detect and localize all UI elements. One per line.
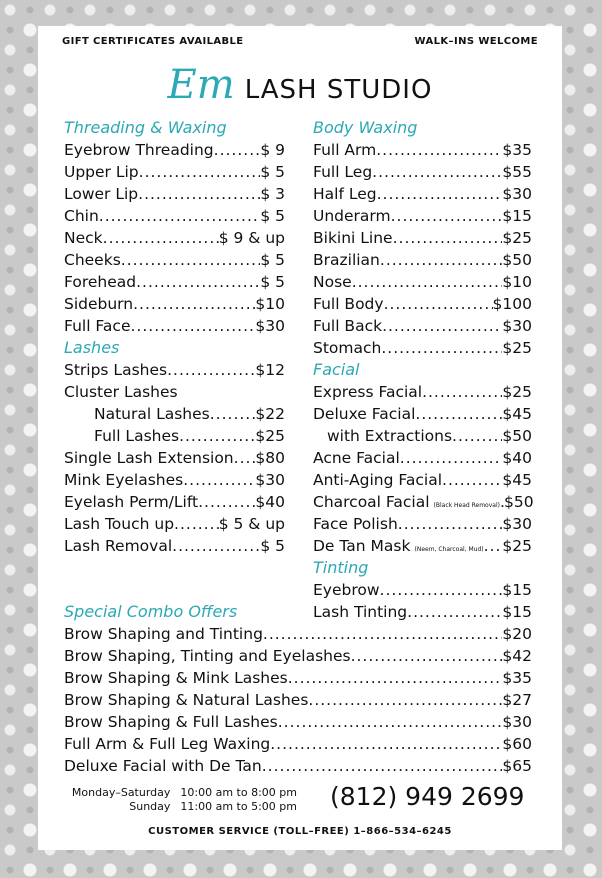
leader-dots	[384, 293, 493, 315]
service-name: Full Back	[313, 317, 383, 335]
price-row	[313, 315, 532, 337]
leader-dots	[270, 733, 502, 755]
price-row	[313, 447, 532, 469]
leader-dots	[377, 183, 503, 205]
price-row	[313, 271, 532, 293]
price-row	[64, 183, 285, 205]
customer-service-line: CUSTOMER SERVICE (TOLL–FREE) 1–866–534–6245	[148, 826, 452, 837]
leader-dots	[288, 667, 503, 689]
service-price: $ 5	[260, 251, 285, 269]
leader-dots	[210, 403, 256, 425]
service-price: $27	[502, 691, 532, 709]
service-price: $ 5	[260, 273, 285, 291]
logo-mark: Em	[167, 62, 235, 108]
leader-dots	[139, 161, 261, 183]
service-price: $100	[492, 295, 532, 313]
service-name: Eyelash Perm/Lift	[64, 493, 199, 511]
leader-dots	[103, 227, 219, 249]
leader-dots	[234, 447, 256, 469]
leader-dots	[376, 139, 502, 161]
leader-dots	[442, 469, 502, 491]
price-row	[64, 139, 285, 161]
service-name: Brow Shaping and Tinting	[64, 625, 263, 643]
price-row	[64, 271, 285, 293]
leader-dots	[381, 337, 502, 359]
walk-ins-note: WALK–INS WELCOME	[414, 36, 538, 47]
section-title-tinting: Tinting	[313, 558, 369, 577]
service-name: Cheeks	[64, 251, 121, 269]
service-name: Brow Shaping & Mink Lashes	[64, 669, 288, 687]
price-row	[313, 403, 532, 425]
leader-dots	[263, 623, 503, 645]
service-name: Cluster Lashes	[64, 383, 178, 401]
price-row	[313, 139, 532, 161]
service-name: Sideburn	[64, 295, 134, 313]
hours-row	[62, 786, 297, 800]
service-price: $25	[502, 537, 532, 555]
service-name: Deluxe Facial	[313, 405, 416, 423]
hours-time: 11:00 am to 5:00 pm	[180, 800, 297, 813]
price-row	[313, 535, 532, 557]
price-row	[64, 447, 285, 469]
service-name: Bikini Line	[313, 229, 393, 247]
price-row	[313, 579, 532, 601]
price-row	[64, 733, 532, 755]
price-row	[313, 293, 532, 315]
hours-row	[62, 800, 297, 814]
top-notes	[62, 36, 538, 50]
price-row	[64, 689, 532, 711]
price-row	[64, 535, 285, 557]
leader-dots	[415, 403, 502, 425]
service-name: Full Arm	[313, 141, 377, 159]
price-row	[313, 469, 532, 491]
price-row	[64, 711, 532, 733]
service-price: $ 5 & up	[218, 515, 285, 533]
leader-dots	[452, 425, 502, 447]
leader-dots	[400, 447, 503, 469]
service-name: Lower Lip	[64, 185, 139, 203]
hours-time: 10:00 am to 8:00 pm	[180, 786, 297, 799]
leader-dots	[398, 513, 503, 535]
service-price: $25	[502, 339, 532, 357]
price-row	[313, 601, 532, 623]
section-title-combo: Special Combo Offers	[64, 602, 238, 621]
service-price: $42	[502, 647, 532, 665]
price-row	[64, 425, 285, 447]
service-price: $65	[502, 757, 532, 775]
service-name: Chin	[64, 207, 99, 225]
service-note: (Black Head Removal)	[433, 502, 500, 509]
service-price: $30	[502, 713, 532, 731]
price-row	[313, 183, 532, 205]
service-name: Full Leg	[313, 163, 373, 181]
leader-dots	[484, 535, 503, 557]
service-name: Brazilian	[313, 251, 380, 269]
leader-dots	[382, 315, 502, 337]
service-price: $40	[502, 449, 532, 467]
price-row	[64, 359, 285, 381]
right-column	[313, 117, 532, 623]
service-name: Lash Touch up	[64, 515, 175, 533]
leader-dots	[174, 513, 219, 535]
price-row	[313, 205, 532, 227]
service-name: De Tan Mask	[313, 537, 411, 555]
service-price: $15	[502, 581, 532, 599]
service-price: $35	[502, 669, 532, 687]
service-price: $25	[255, 427, 285, 445]
leader-dots	[183, 469, 255, 491]
service-name: Nose	[313, 273, 352, 291]
leader-dots	[198, 491, 255, 513]
price-row	[64, 623, 532, 645]
price-row	[313, 227, 532, 249]
service-price: $30	[502, 317, 532, 335]
price-row	[64, 227, 285, 249]
service-price: $ 9	[260, 141, 285, 159]
service-name: Deluxe Facial with De Tan	[64, 757, 262, 775]
service-price: $ 3	[260, 185, 285, 203]
service-note: (Neem, Charcoal, Mud)	[414, 546, 484, 553]
leader-dots	[133, 293, 255, 315]
service-price: $ 5	[260, 207, 285, 225]
service-name: Eyebrow	[313, 581, 380, 599]
price-row	[313, 337, 532, 359]
leader-dots	[351, 645, 503, 667]
studio-name: LASH STUDIO	[244, 75, 433, 105]
opening-hours	[62, 786, 297, 814]
service-price: $10	[255, 295, 285, 313]
service-price: $45	[502, 405, 532, 423]
leader-dots	[130, 315, 255, 337]
leader-dots	[422, 381, 502, 403]
section-title-facial: Facial	[313, 360, 360, 379]
service-price: $45	[502, 471, 532, 489]
leader-dots	[167, 359, 255, 381]
section-title-body-waxing: Body Waxing	[313, 118, 418, 137]
price-row	[313, 425, 532, 447]
service-name: Stomach	[313, 339, 382, 357]
section-title-lashes: Lashes	[64, 338, 120, 357]
leader-dots	[352, 271, 503, 293]
service-price: $22	[255, 405, 285, 423]
service-price: $ 5	[260, 537, 285, 555]
service-name: Strips Lashes	[64, 361, 168, 379]
brand-logo	[38, 62, 562, 113]
price-row	[64, 315, 285, 337]
leader-dots	[372, 161, 502, 183]
service-price: $ 5	[260, 163, 285, 181]
service-price: $30	[502, 515, 532, 533]
service-price: $60	[502, 735, 532, 753]
service-price: $50	[502, 251, 532, 269]
service-name: Charcoal Facial	[313, 493, 430, 511]
price-row	[64, 469, 285, 491]
left-column	[64, 117, 285, 557]
service-price: $30	[502, 185, 532, 203]
leader-dots	[99, 205, 261, 227]
service-name: Lash Removal	[64, 537, 173, 555]
price-row	[64, 667, 532, 689]
leader-dots	[391, 205, 503, 227]
service-price: $40	[255, 493, 285, 511]
service-name: Express Facial	[313, 383, 423, 401]
service-price: $35	[502, 141, 532, 159]
service-name: Full Face	[64, 317, 131, 335]
service-price: $30	[255, 317, 285, 335]
service-name: Underarm	[313, 207, 391, 225]
service-name: Full Body	[313, 295, 384, 313]
price-row	[313, 381, 532, 403]
service-price: $15	[502, 603, 532, 621]
leader-dots	[136, 271, 260, 293]
service-price: $80	[255, 449, 285, 467]
service-price: $25	[502, 383, 532, 401]
service-name: Acne Facial	[313, 449, 400, 467]
leader-dots	[407, 601, 502, 623]
service-price: $25	[502, 229, 532, 247]
price-row	[64, 755, 532, 777]
section-title-threading: Threading & Waxing	[64, 118, 227, 137]
price-row	[64, 491, 285, 513]
price-row	[64, 645, 532, 667]
service-name: Brow Shaping & Natural Lashes	[64, 691, 309, 709]
service-name: Brow Shaping, Tinting and Eyelashes	[64, 647, 351, 665]
phone-number: (812) 949 2699	[330, 782, 525, 811]
leader-dots	[121, 249, 261, 271]
price-row	[313, 161, 532, 183]
service-name: Full Lashes	[94, 427, 180, 445]
price-row	[64, 513, 285, 535]
service-name: Anti-Aging Facial	[313, 471, 443, 489]
service-name: Natural Lashes	[94, 405, 210, 423]
service-name: Upper Lip	[64, 163, 139, 181]
price-row	[64, 205, 285, 227]
service-price: $30	[255, 471, 285, 489]
leader-dots	[278, 711, 503, 733]
leader-dots	[308, 689, 502, 711]
service-name: Full Arm & Full Leg Waxing	[64, 735, 271, 753]
service-price: $12	[255, 361, 285, 379]
leader-dots	[138, 183, 260, 205]
price-row	[313, 249, 532, 271]
leader-dots	[262, 755, 503, 777]
service-price: $55	[502, 163, 532, 181]
service-name: Brow Shaping & Full Lashes	[64, 713, 278, 731]
price-row	[64, 293, 285, 315]
service-name: with Extractions	[327, 427, 453, 445]
service-name: Face Polish	[313, 515, 398, 533]
service-name: Half Leg	[313, 185, 377, 203]
price-row	[64, 161, 285, 183]
gift-certificates-note: GIFT CERTIFICATES AVAILABLE	[62, 36, 244, 47]
service-price: $15	[502, 207, 532, 225]
price-row	[313, 513, 532, 535]
leader-dots	[393, 227, 503, 249]
leader-dots	[172, 535, 260, 557]
hours-days: Monday–Saturday	[71, 786, 171, 799]
price-row	[64, 403, 285, 425]
service-name: Mink Eyelashes	[64, 471, 184, 489]
service-name: Forehead	[64, 273, 137, 291]
leader-dots	[380, 579, 503, 601]
combo-list	[64, 623, 532, 777]
service-name: Lash Tinting	[313, 603, 408, 621]
service-price: $50	[503, 493, 534, 511]
service-price: $ 9 & up	[218, 229, 285, 247]
leader-dots	[179, 425, 255, 447]
service-name: Single Lash Extension	[64, 449, 234, 467]
service-name: Eyebrow Threading	[64, 141, 214, 159]
price-row	[64, 381, 285, 403]
service-price: $10	[502, 273, 532, 291]
price-row	[313, 491, 532, 513]
service-price: $50	[502, 427, 532, 445]
leader-dots	[214, 139, 261, 161]
hours-days: Sunday	[129, 800, 171, 813]
leader-dots	[380, 249, 503, 271]
price-menu-card	[38, 26, 562, 850]
price-row	[64, 249, 285, 271]
service-name: Neck	[64, 229, 103, 247]
service-price: $20	[502, 625, 532, 643]
